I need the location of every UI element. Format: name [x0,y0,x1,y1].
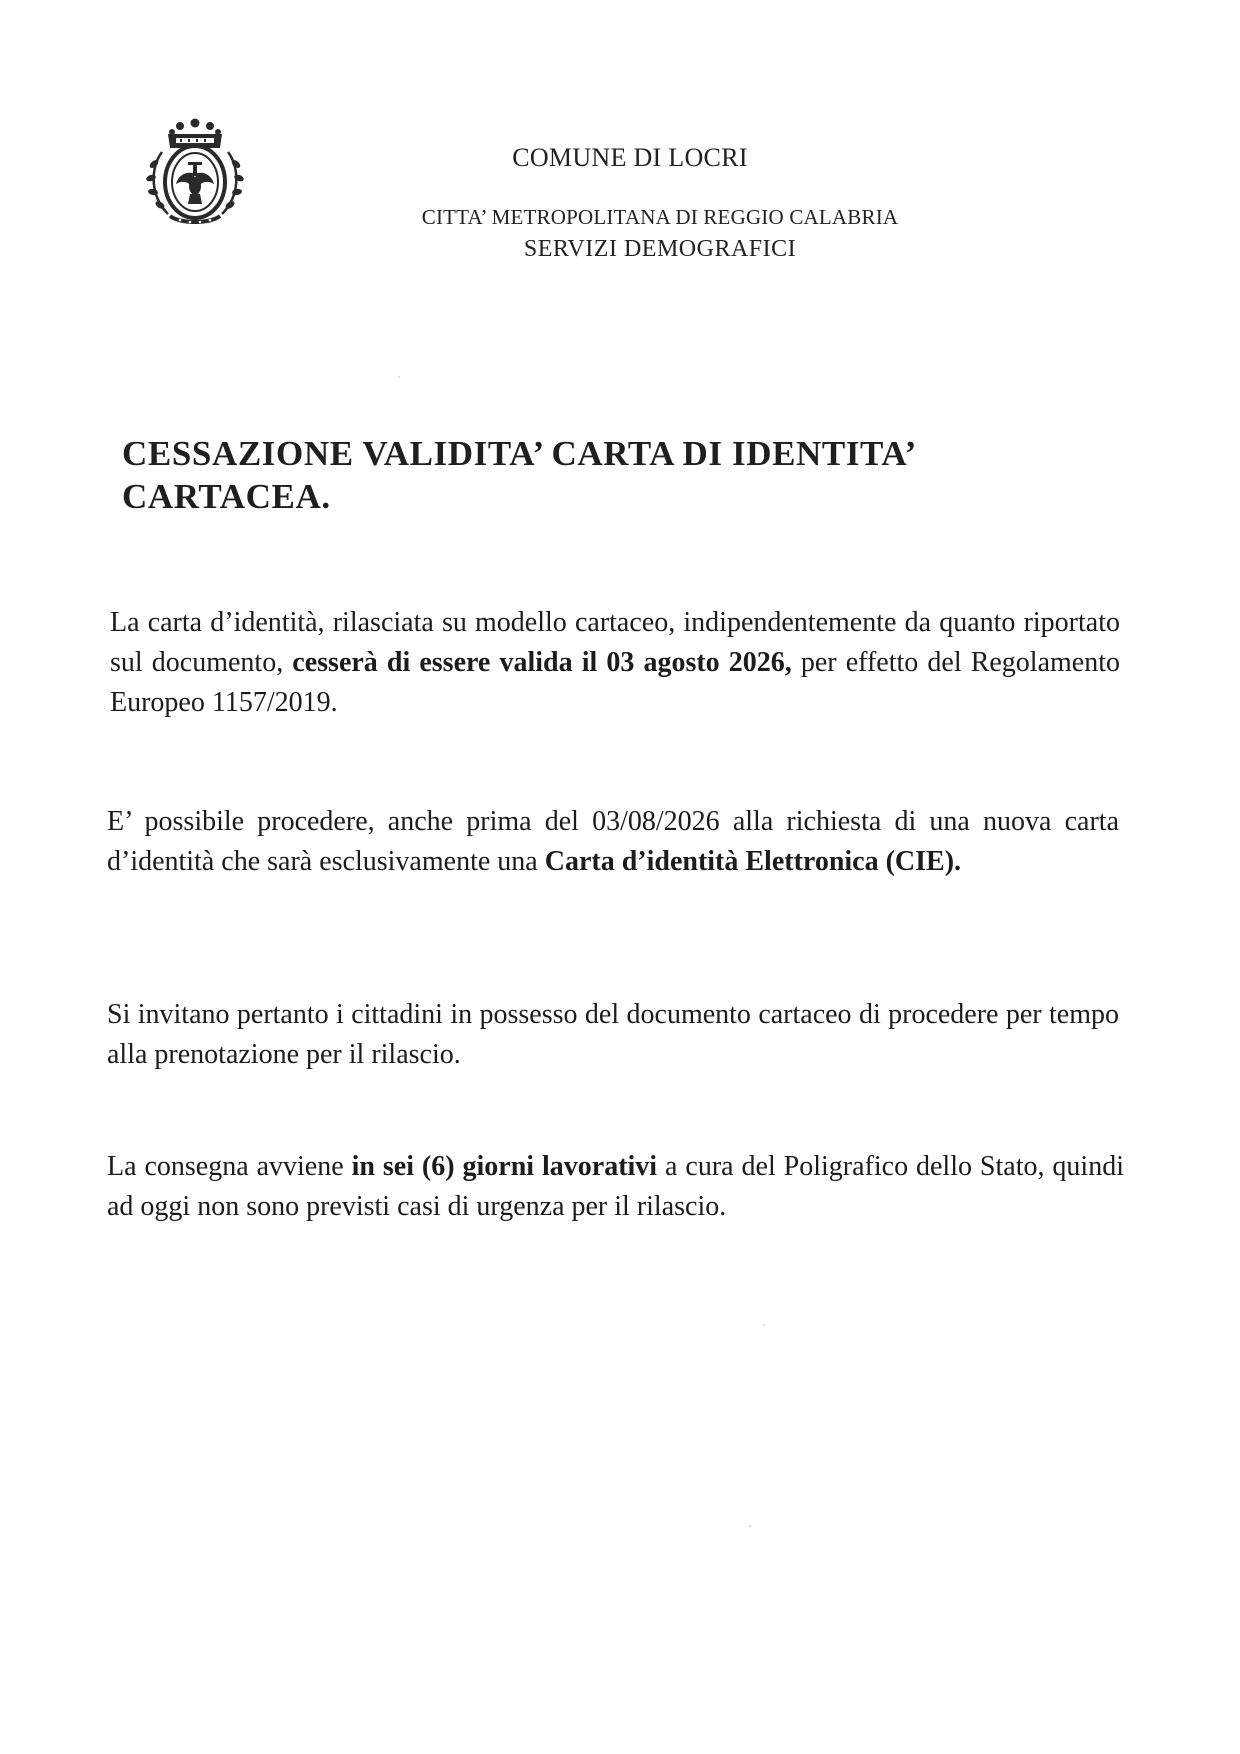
title-line-1: CESSAZIONE VALIDITA’ CARTA DI IDENTITA’ [122,434,917,473]
paragraph-text: La consegna avviene [107,1151,352,1182]
paragraph-text: E’ possibile procedere, anche prima del 03/08/2026 alla richiesta di una nuova carta d’identità che sarà esclusivamente una [107,806,1119,877]
paragraph-validity [110,603,1120,723]
municipal-coat-of-arms-icon [140,118,250,228]
scan-speck [398,376,400,378]
paragraph-text: Si invitano pertanto i cittadini in possesso del documento cartaceo di procedere per tempo alla prenotazione per il rilascio. [107,999,1119,1070]
paragraph-text: La carta d’identità, rilasciata su modello cartaceo, indipendentemente da quanto riportato sul documento, [110,607,1120,678]
scan-speck [749,1525,751,1527]
paragraph-invitation [107,995,1119,1075]
municipality-name: COMUNE DI LOCRI [512,143,748,172]
paragraph-bold-text: in sei (6) giorni lavorativi [351,1151,658,1182]
metropolitan-city-name: CITTA’ METROPOLITANA DI REGGIO CALABRIA [421,205,899,229]
paragraph-text: a cura del Poligrafico dello Stato, quindi ad oggi non sono previsti casi di urgenza per il rilascio. [107,1151,1124,1222]
paragraph-bold-text: Carta d’identità Elettronica (CIE). [544,846,962,877]
document-title [122,432,1022,518]
paragraph-bold-text: cesserà di essere valida il 03 agosto 2026, [292,647,792,678]
paragraph-text: per effetto del Regolamento Europeo 1157/2019. [110,647,1121,718]
paragraph-new-card [107,802,1119,882]
scan-speck [763,1324,765,1326]
paragraph-delivery [107,1147,1124,1227]
department-name: SERVIZI DEMOGRAFICI [523,236,797,262]
title-line-2: CARTACEA. [122,477,331,516]
